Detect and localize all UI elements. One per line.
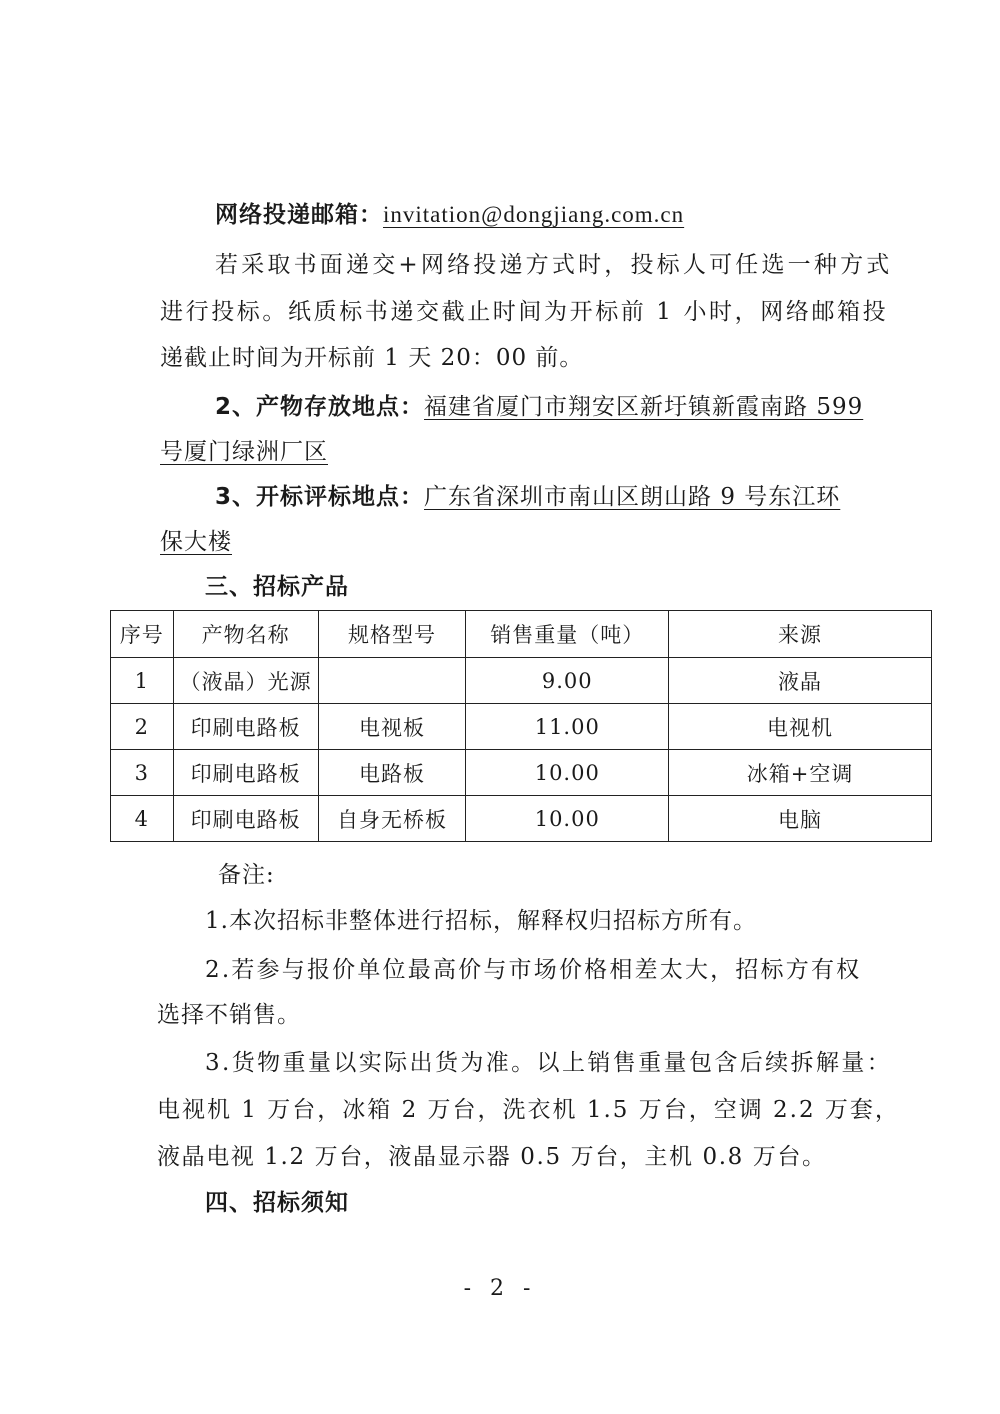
storage-label: 2、产物存放地点： <box>215 394 425 420</box>
bid-location-address: 广东省深圳市南山区朗山路 9 号东江环 <box>424 484 841 510</box>
cell-source: 液晶 <box>669 658 932 704</box>
cell-index: 4 <box>111 796 174 842</box>
note-3-cont: 液晶电视 1.2 万台，液晶显示器 0.5 万台，主机 0.8 万台。 <box>157 1144 827 1170</box>
header-weight: 销售重量（吨） <box>466 611 669 658</box>
table-row <box>111 796 932 842</box>
cell-weight: 9.00 <box>466 658 669 704</box>
bid-location-line <box>215 482 840 512</box>
email-line <box>215 200 684 230</box>
cell-product-name: （液晶）光源 <box>173 658 318 704</box>
cell-index: 1 <box>111 658 174 704</box>
note-2-cont: 选择不销售。 <box>157 1002 301 1028</box>
products-table <box>110 610 932 842</box>
header-source: 来源 <box>669 611 932 658</box>
section-4-title: 四、招标须知 <box>205 1190 349 1216</box>
cell-index: 2 <box>111 704 174 750</box>
email-value[interactable]: invitation@dongjiang.com.cn <box>383 202 685 227</box>
bid-location-label: 3、开标评标地点： <box>215 484 425 510</box>
cell-spec <box>318 658 466 704</box>
note-3: 3.货物重量以实际出货为准。以上销售重量包含后续拆解量： <box>205 1050 893 1076</box>
paragraph-line: 递截止时间为开标前 1 天 20：00 前。 <box>160 345 584 371</box>
cell-product-name: 印刷电路板 <box>173 750 318 796</box>
notes-title: 备注: <box>218 862 275 888</box>
storage-address: 福建省厦门市翔安区新圩镇新霞南路 599 <box>424 394 864 420</box>
cell-spec: 电视板 <box>318 704 466 750</box>
storage-line <box>215 392 863 422</box>
paragraph-line: 若采取书面递交+网络投递方式时，投标人可任选一种方式 <box>215 252 893 278</box>
note-1: 1.本次招标非整体进行招标，解释权归招标方所有。 <box>205 908 757 934</box>
storage-address-cont: 号厦门绿洲厂区 <box>160 439 328 465</box>
cell-product-name: 印刷电路板 <box>173 704 318 750</box>
cell-source: 电脑 <box>669 796 932 842</box>
cell-weight: 11.00 <box>466 704 669 750</box>
table-header-row <box>111 611 932 658</box>
cell-weight: 10.00 <box>466 750 669 796</box>
cell-source: 电视机 <box>669 704 932 750</box>
note-3-cont: 电视机 1 万台，冰箱 2 万台，洗衣机 1.5 万台，空调 2.2 万套， <box>157 1097 900 1123</box>
cell-product-name: 印刷电路板 <box>173 796 318 842</box>
cell-spec: 自身无桥板 <box>318 796 466 842</box>
email-label: 网络投递邮箱： <box>215 202 383 228</box>
header-product-name: 产物名称 <box>173 611 318 658</box>
page-number: - 2 - <box>463 1276 537 1301</box>
paragraph-line: 进行投标。纸质标书递交截止时间为开标前 1 小时，网络邮箱投 <box>160 299 889 325</box>
header-index: 序号 <box>111 611 174 658</box>
section-3-title: 三、招标产品 <box>205 574 349 600</box>
cell-weight: 10.00 <box>466 796 669 842</box>
cell-source: 冰箱+空调 <box>669 750 932 796</box>
header-spec: 规格型号 <box>318 611 466 658</box>
cell-index: 3 <box>111 750 174 796</box>
cell-spec: 电路板 <box>318 750 466 796</box>
table-row <box>111 658 932 704</box>
note-2: 2.若参与报价单位最高价与市场价格相差太大，招标方有权 <box>205 957 862 983</box>
bid-location-address-cont: 保大楼 <box>160 529 232 555</box>
table-row <box>111 704 932 750</box>
table-row <box>111 750 932 796</box>
